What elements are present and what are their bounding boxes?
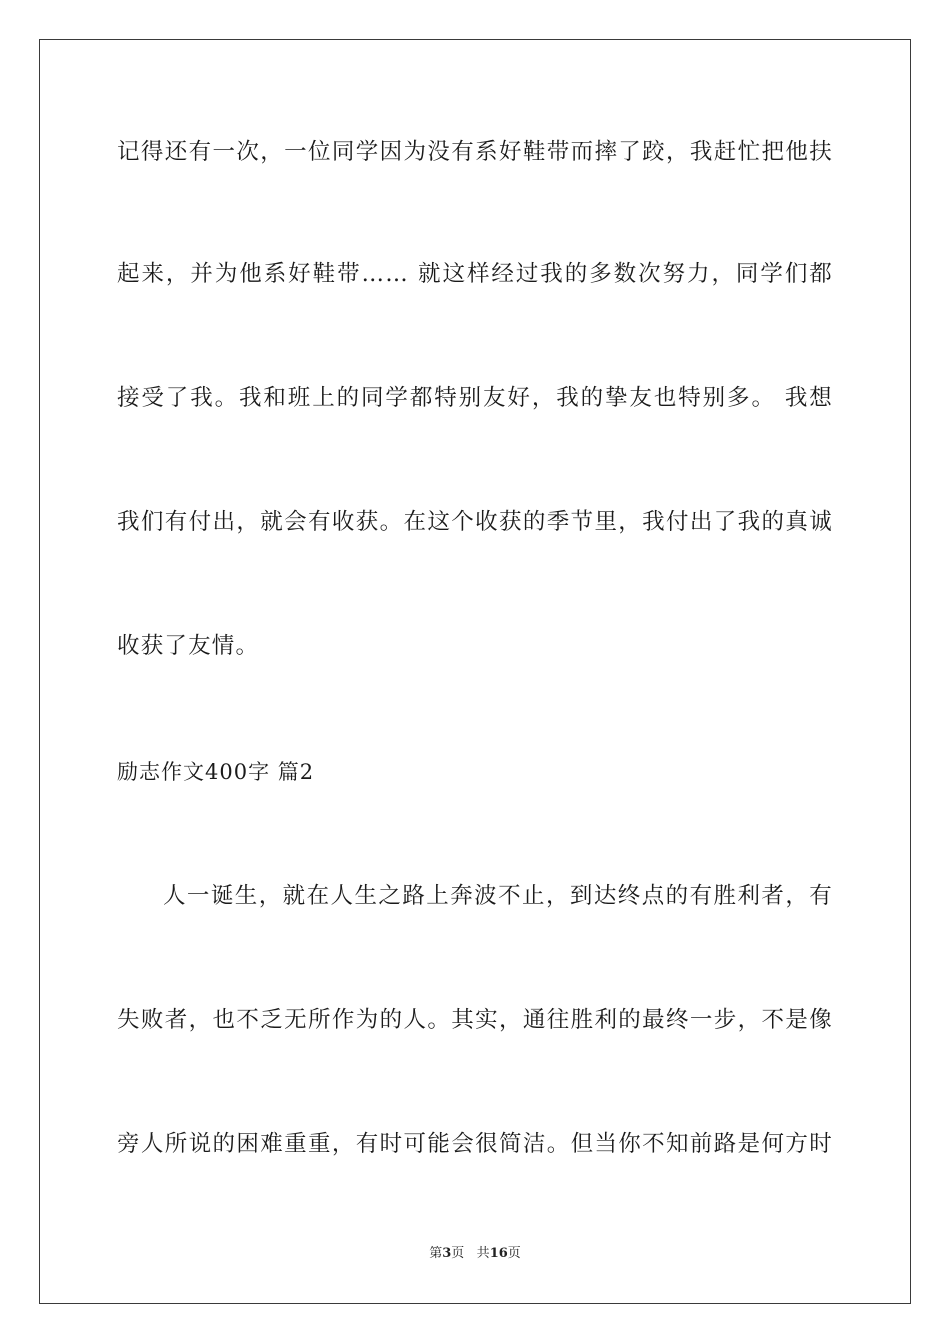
paragraph-2-line-2: 失败者，也不乏无所作为的人。其实，通往胜利的最终一步，不是像 (117, 1007, 833, 1033)
section-heading: 励志作文400字 篇2 (117, 760, 315, 784)
page-footer (0, 1245, 950, 1263)
paragraph-1-line-2: 起来，并为他系好鞋带…… 就这样经过我的多数次努力，同学们都 (117, 261, 833, 287)
footer-total-prefix: 共 (476, 1246, 490, 1261)
footer-page-suffix: 页 (451, 1246, 465, 1261)
footer-current-page: 3 (442, 1246, 452, 1261)
page-border (39, 39, 911, 1304)
paragraph-1-line-4: 我们有付出，就会有收获。在这个收获的季节里，我付出了我的真诚 (117, 509, 833, 535)
paragraph-2-line-3: 旁人所说的困难重重，有时可能会很简洁。但当你不知前路是何方时 (117, 1131, 833, 1157)
footer-prefix: 第 (429, 1246, 443, 1261)
paragraph-2-line-1: 人一诞生，就在人生之路上奔波不止，到达终点的有胜利者，有 (163, 883, 833, 909)
paragraph-1-line-3: 接受了我。我和班上的同学都特别友好，我的挚友也特别多。 我想 (117, 385, 833, 411)
footer-total-suffix: 页 (507, 1246, 521, 1261)
paragraph-1-line-5: 收获了友情。 (117, 633, 260, 659)
footer-total-pages: 16 (489, 1246, 508, 1261)
paragraph-1-line-1: 记得还有一次，一位同学因为没有系好鞋带而摔了跤，我赶忙把他扶 (117, 139, 833, 165)
